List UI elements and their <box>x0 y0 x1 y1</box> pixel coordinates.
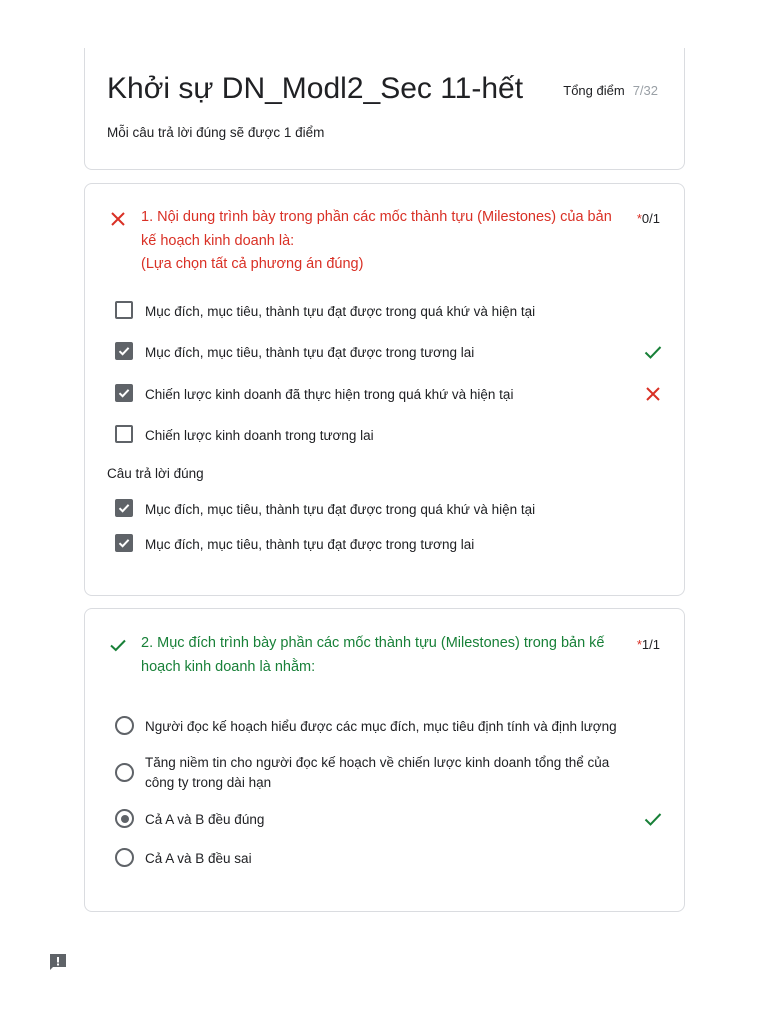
form-header-card <box>84 48 685 170</box>
checkbox-checked <box>115 534 133 552</box>
checkbox-checked <box>115 499 133 517</box>
question-title: 1. Nội dung trình bày trong phần các mốc thành tựu (Milestones) của bản kế hoạch kinh doanh là: (Lựa chọn tất cả phương án đúng) <box>141 209 612 272</box>
correct-answers-heading: Câu trả lời đúng <box>107 466 204 481</box>
radio-button[interactable] <box>115 716 134 735</box>
total-score <box>563 83 658 98</box>
radio-option[interactable]: Tăng niềm tin cho người đọc kế hoạch về chiến lược kinh doanh tổng thể của công ty trong dài hạn <box>115 759 663 803</box>
close-icon <box>109 210 127 228</box>
checkbox-option[interactable]: Mục đích, mục tiêu, thành tựu đạt được trong quá khứ và hiện tại <box>115 297 663 325</box>
correct-answer-item: Mục đích, mục tiêu, thành tựu đạt được trong tương lai <box>115 530 663 558</box>
check-icon <box>643 809 663 829</box>
question-card-1 <box>84 183 685 596</box>
radio-option[interactable]: Cả A và B đều sai <box>115 844 663 872</box>
required-mark: * <box>636 211 642 226</box>
total-score-label: Tổng điểm <box>563 83 625 98</box>
checkbox-option[interactable]: Chiến lược kinh doanh đã thực hiện trong quá khứ và hiện tại <box>115 380 663 408</box>
checkbox-option[interactable]: Mục đích, mục tiêu, thành tựu đạt được trong tương lai <box>115 338 663 366</box>
radio-button[interactable] <box>115 848 134 867</box>
form-title: Khởi sự DN_Modl2_Sec 11-hết <box>107 72 524 105</box>
close-icon <box>643 384 663 404</box>
form-description: Mỗi câu trả lời đúng sẽ được 1 điểm <box>107 125 325 140</box>
radio-button-selected[interactable] <box>115 809 134 828</box>
radio-option[interactable]: Người đọc kế hoạch hiểu được các mục đích, mục tiêu định tính và định lượng <box>115 712 663 740</box>
question-card-2 <box>84 608 685 912</box>
checkbox[interactable] <box>115 301 133 319</box>
required-mark: * <box>636 637 642 652</box>
checkbox-checked[interactable] <box>115 342 133 360</box>
question-title: 2. Mục đích trình bày phần các mốc thành tựu (Milestones) trong bản kế hoạch kinh doanh là nhằm: <box>141 635 605 675</box>
report-icon[interactable] <box>48 952 68 972</box>
check-icon <box>643 342 663 362</box>
checkbox-checked[interactable] <box>115 384 133 402</box>
correct-answer-item: Mục đích, mục tiêu, thành tựu đạt được trong quá khứ và hiện tại <box>115 495 663 523</box>
total-score-value: 7/32 <box>632 83 658 98</box>
check-icon <box>109 636 127 654</box>
checkbox-option[interactable]: Chiến lược kinh doanh trong tương lai <box>115 421 663 449</box>
radio-option[interactable]: Cả A và B đều đúng <box>115 805 663 833</box>
question-score: *1/1 <box>636 637 660 652</box>
checkbox[interactable] <box>115 425 133 443</box>
radio-button[interactable] <box>115 763 134 782</box>
question-score: *0/1 <box>636 211 660 226</box>
